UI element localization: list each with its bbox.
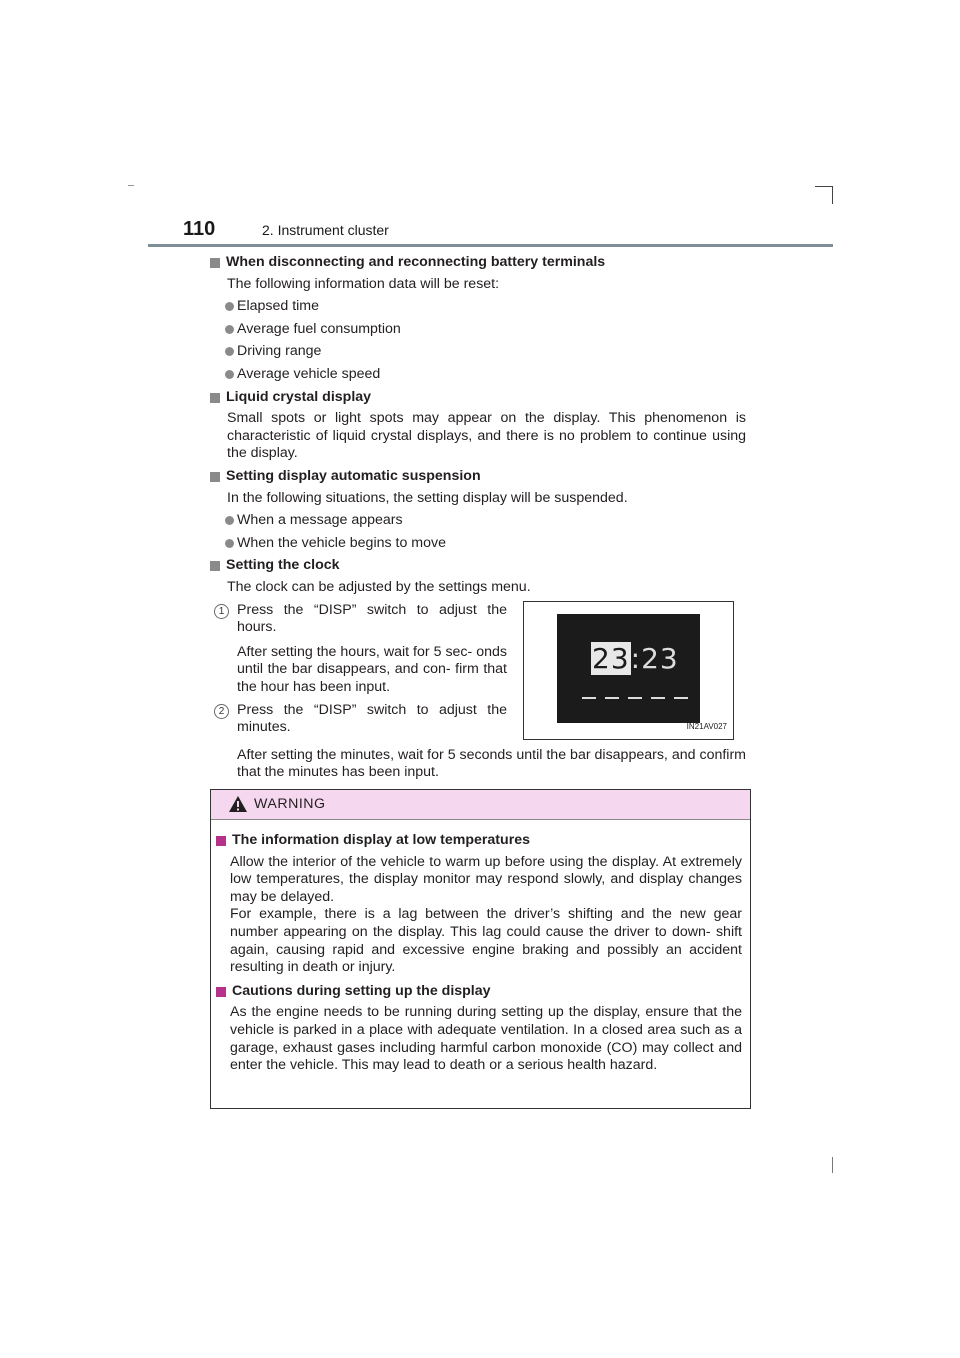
section-heading: Liquid crystal display — [210, 389, 746, 407]
list-item: Average fuel consumption — [210, 321, 746, 339]
setting-bar-segment — [605, 697, 619, 699]
page-number: 110 — [183, 218, 216, 240]
clock-figure — [523, 601, 734, 740]
section-heading: When disconnecting and reconnecting battery terminals — [210, 254, 746, 272]
paragraph: In the following situations, the setting display will be suspended. — [227, 489, 628, 506]
section-heading: Setting display automatic suspension — [210, 468, 746, 486]
step-number: 2 — [214, 704, 229, 719]
paragraph: Allow the interior of the vehicle to warm up before using the display. At extremely low temperatures, the display monitor may respond slowly, and display changes may be delayed. — [230, 853, 742, 905]
paragraph: The following information data will be reset: — [227, 275, 500, 292]
paragraph: Small spots or light spots may appear on the display. This phenomenon is characteristic of liquid crystal displays, and there is no problem to continue using the display. — [227, 410, 746, 462]
square-bullet-icon — [210, 393, 220, 403]
paragraph: The clock can be adjusted by the settings menu. — [227, 578, 531, 595]
clock-minutes: 23 — [641, 641, 679, 675]
list-item: Driving range — [210, 343, 746, 361]
setting-bar-segment — [674, 697, 688, 699]
warning-triangle-icon — [228, 795, 248, 813]
square-bullet-icon — [210, 561, 220, 571]
crop-mark — [832, 1157, 833, 1173]
crop-mark — [815, 186, 833, 187]
paragraph: For example, there is a lag between the driver’s shifting and the new gear number appearing on the display. This lag could cause the driver to down- shift again, causing rapid and excessive engine braking and possibly an accident resulting in death or injury. — [230, 906, 742, 976]
paragraph: As the engine needs to be running during setting up the display, ensure that the vehicle is parked in a place with adequate ventilation. In a closed area such as a garage, exhaust gases including harmful carbon monoxide (CO) may collect and enter the vehicle. This may lead to death or a serious health hazard. — [230, 1004, 742, 1074]
clock-hours: 23 — [592, 641, 630, 675]
warning-header — [211, 790, 750, 820]
clock-steps — [210, 600, 746, 778]
warning-box — [210, 789, 751, 1109]
step-text: Press the “DISP” switch to adjust the hours. — [237, 601, 507, 636]
main-content — [210, 254, 746, 782]
section-heading: Setting the clock — [210, 557, 746, 575]
bullet-dot-icon — [225, 539, 234, 548]
crop-mark — [832, 186, 833, 204]
square-bullet-icon — [210, 472, 220, 482]
bullet-dot-icon — [225, 370, 234, 379]
warning-title: WARNING — [254, 796, 326, 812]
warning-heading: The information display at low temperatures — [216, 832, 742, 850]
square-bullet-icon — [210, 258, 220, 268]
step-note: After setting the hours, wait for 5 sec- onds until the bar disappears, and con- firm that the hour has been input. — [237, 643, 507, 695]
setting-bar-segment — [628, 697, 642, 699]
bullet-dot-icon — [225, 347, 234, 356]
list-item: When the vehicle begins to move — [210, 535, 746, 553]
bullet-dot-icon — [225, 516, 234, 525]
setting-bar-segment — [651, 697, 665, 699]
square-bullet-icon — [216, 987, 226, 997]
list-item: Elapsed time — [210, 298, 746, 316]
bullet-dot-icon — [225, 302, 234, 311]
step-note: After setting the minutes, wait for 5 seconds until the bar disappears, and confirm that the minutes has been input. — [237, 746, 746, 781]
warning-body — [211, 820, 750, 1075]
header-rule — [148, 244, 833, 247]
figure-code: IN21AV027 — [686, 721, 727, 731]
step-number: 1 — [214, 604, 229, 619]
list-item: Average vehicle speed — [210, 366, 746, 384]
list-item: When a message appears — [210, 512, 746, 530]
clock-display — [557, 614, 700, 723]
section-title: 2. Instrument cluster — [262, 222, 389, 238]
clock-separator: : — [630, 641, 642, 675]
step-text: Press the “DISP” switch to adjust the minutes. — [237, 701, 507, 736]
crop-mark — [128, 185, 134, 186]
setting-bar-segment — [582, 697, 596, 699]
clock-readout — [591, 641, 679, 675]
square-bullet-icon — [216, 836, 226, 846]
warning-heading: Cautions during setting up the display — [216, 983, 742, 1001]
bullet-dot-icon — [225, 325, 234, 334]
